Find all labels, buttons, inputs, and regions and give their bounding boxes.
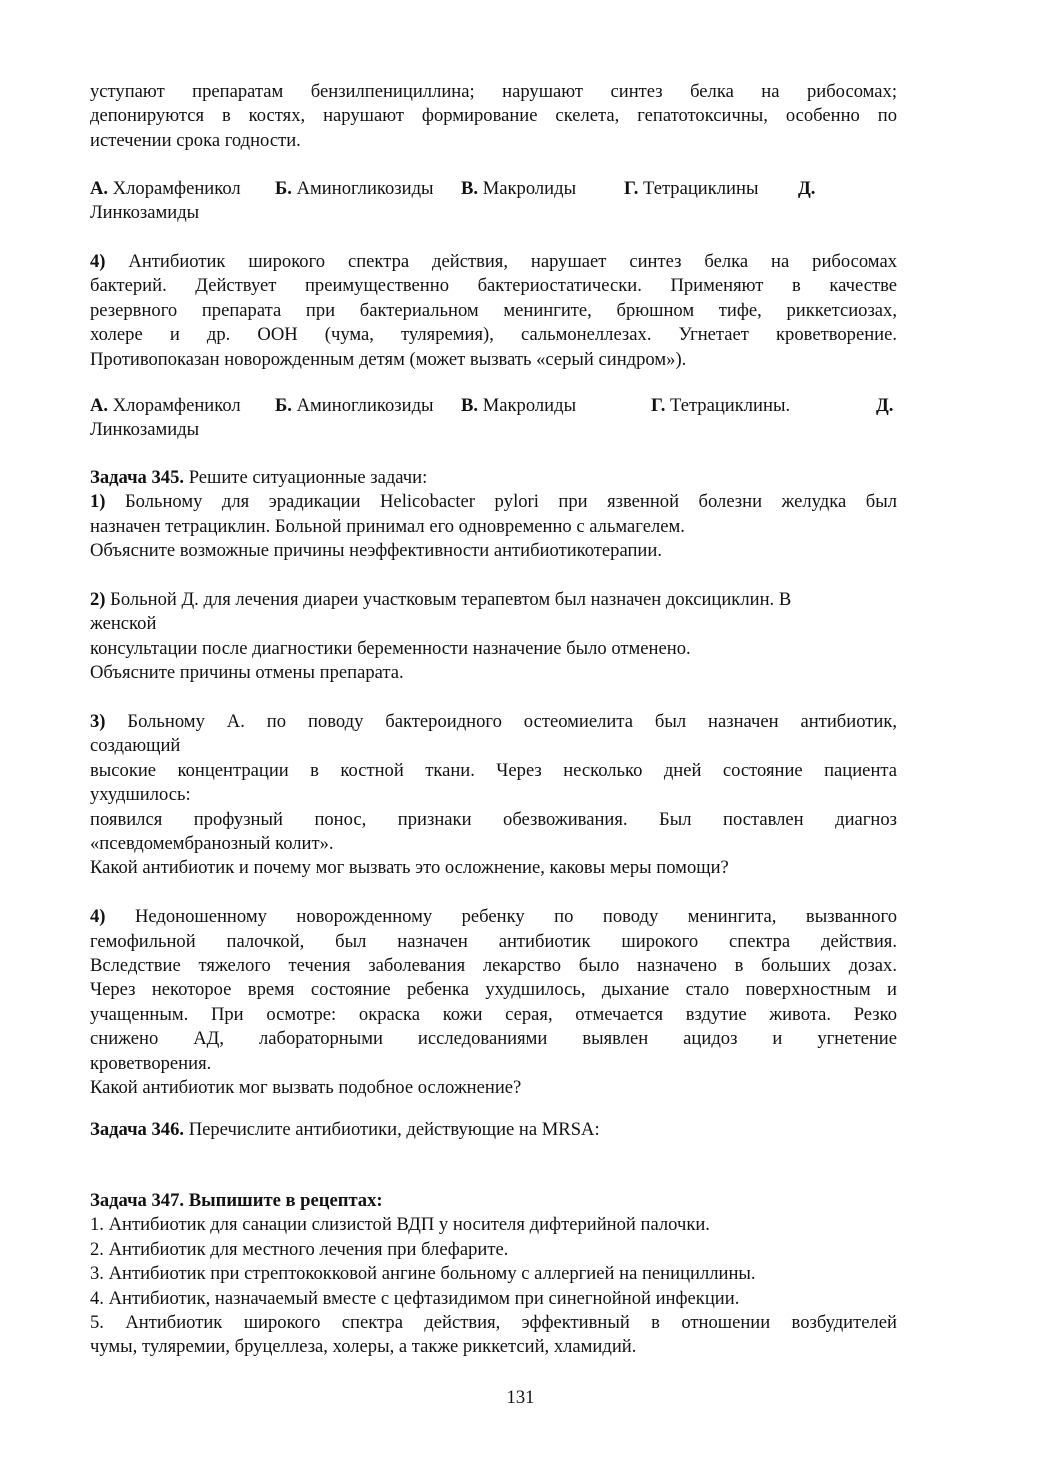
- task-347-item-5-line-1: 5. Антибиотик широкого спектра действия, эффективный в отношении возбудителей: [90, 1312, 897, 1334]
- task-345-q4-line-4: Через некоторое время состояние ребенка ухудшилось, дыхание стало поверхностным и: [90, 979, 897, 1001]
- option-d-text: Линкозамиды: [90, 202, 200, 224]
- task-345-q1-line-1: 1) Больному для эрадикации Helicobacter pylori при язвенной болезни желудка был: [90, 491, 897, 513]
- option-v: В. Макролиды: [461, 178, 577, 199]
- options-row-1: [90, 177, 897, 201]
- task-345-q3-line-6: «псевдомембранозный колит».: [90, 833, 334, 855]
- question-4-line-1: 4) Антибиотик широкого спектра действия, нарушает синтез белка на рибосомах: [90, 251, 897, 272]
- task-345-q1-line-2: назначен тетрациклин. Больной принимал его одновременно с альмагелем.: [90, 515, 685, 537]
- task-345-q4-line-7: кроветворения.: [90, 1052, 212, 1074]
- task-345-q3-line-4: ухудшилось:: [90, 784, 191, 806]
- task-345-q2-line-4: Объясните причины отмены препарата.: [90, 662, 404, 684]
- task-347-heading: Задача 347. Выпишите в рецептах:: [90, 1190, 383, 1211]
- task-345-q3-line-1: 3) Больному А. по поводу бактероидного остеомиелита был назначен антибиотик,: [90, 711, 897, 733]
- option-d-text: Линкозамиды: [90, 419, 200, 441]
- task-345-heading: Задача 345. Решите ситуационные задачи:: [90, 467, 428, 488]
- task-345-q2-line-3: консультации после диагностики беременности назначение было отменено.: [90, 637, 691, 659]
- option-d: Д.: [876, 395, 894, 416]
- intro-paragraph: [90, 80, 897, 153]
- task-345-q3-line-7: Какой антибиотик и почему мог вызвать это осложнение, каковы меры помощи?: [90, 857, 729, 879]
- task-346: [90, 1118, 897, 1142]
- page-number: 131: [506, 1387, 535, 1408]
- question-4-line-2: бактерий. Действует преимущественно бактериостатически. Применяют в качестве: [90, 275, 897, 297]
- task-347-item-2: 2. Антибиотик для местного лечения при блефарите.: [90, 1238, 509, 1260]
- task-346-heading: Задача 346. Перечислите антибиотики, действующие на MRSA:: [90, 1119, 600, 1140]
- intro-line-3: истечении срока годности.: [90, 129, 301, 151]
- question-4: [90, 250, 897, 372]
- task-345-q4-line-5: учащенным. При осмотре: окраска кожи серая, отмечается вздутие живота. Резко: [90, 1003, 897, 1025]
- task-347-item-4: 4. Антибиотик, назначаемый вместе с цефтазидимом при синегнойной инфекции.: [90, 1287, 740, 1309]
- task-345-q4-line-2: гемофильной палочкой, был назначен антибиотик широкого спектра действия.: [90, 930, 897, 952]
- task-345-q3-line-5: появился профузный понос, признаки обезвоживания. Был поставлен диагноз: [90, 808, 897, 830]
- option-a: А. Хлорамфеникол: [90, 178, 241, 199]
- task-345-q3-line-2: создающий: [90, 735, 181, 757]
- task-345: [90, 466, 897, 1101]
- answer-options-1: [90, 177, 897, 226]
- option-b: Б. Аминогликозиды: [275, 395, 434, 416]
- task-345-q4-line-8: Какой антибиотик мог вызвать подобное осложнение?: [90, 1077, 522, 1099]
- answer-options-2: [90, 394, 897, 443]
- intro-line-2: депонируются в костях, нарушают формирование скелета, гепатотоксичны, особенно по: [90, 105, 897, 127]
- question-4-line-3: резервного препарата при бактериальном менингите, брюшном тифе, риккетсиозах,: [90, 299, 897, 321]
- question-4-line-4: холере и др. ООН (чума, туляремия), сальмонеллезах. Угнетает кроветворение.: [90, 324, 897, 346]
- task-345-q4-line-6: снижено АД, лабораторными исследованиями выявлен ацидоз и угнетение: [90, 1028, 897, 1050]
- option-g: Г. Тетрациклины: [624, 178, 759, 199]
- task-347: [90, 1189, 897, 1360]
- task-345-q4-line-1: 4) Недоношенному новорожденному ребенку по поводу менингита, вызванного: [90, 906, 897, 928]
- task-347-item-3: 3. Антибиотик при стрептококковой ангине больному с аллергией на пенициллины.: [90, 1263, 756, 1285]
- task-347-item-5-line-2: чумы, туляремии, бруцеллеза, холеры, а также риккетсий, хламидий.: [90, 1336, 637, 1358]
- options-row-2: [90, 394, 897, 418]
- option-a: А. Хлорамфеникол: [90, 395, 241, 416]
- task-345-q3-line-3: высокие концентрации в костной ткани. Через несколько дней состояние пациента: [90, 759, 897, 781]
- option-b: Б. Аминогликозиды: [275, 178, 434, 199]
- task-345-q2-line-1: 2) Больной Д. для лечения диареи участковым терапевтом был назначен доксициклин. В: [90, 589, 792, 611]
- task-345-q2-line-2: женской: [90, 613, 157, 635]
- question-4-line-5: Противопоказан новорожденным детям (может вызвать «серый синдром»).: [90, 348, 687, 370]
- intro-line-1: уступают препаратам бензилпенициллина; нарушают синтез белка на рибосомах;: [90, 81, 897, 102]
- task-345-q1-line-3: Объясните возможные причины неэффективности антибиотикотерапии.: [90, 540, 662, 562]
- option-d: Д.: [798, 178, 816, 199]
- option-g: Г. Тетрациклины.: [651, 395, 791, 416]
- task-345-q4-line-3: Вследствие тяжелого течения заболевания лекарство было назначено в больших дозах.: [90, 955, 897, 977]
- task-347-item-1: 1. Антибиотик для санации слизистой ВДП у носителя дифтерийной палочки.: [90, 1214, 710, 1236]
- option-v: В. Макролиды: [461, 395, 577, 416]
